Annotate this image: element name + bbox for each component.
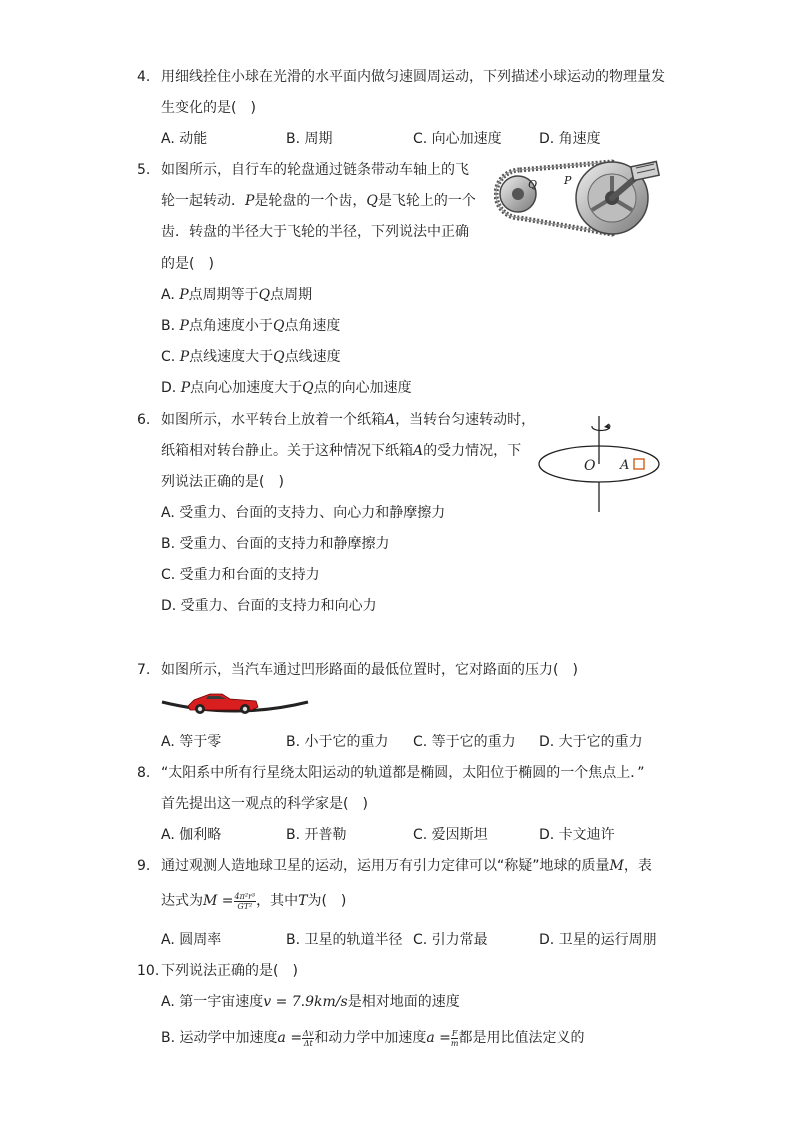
option-d[interactable]: D. 卫星的运行周朋 bbox=[539, 932, 657, 948]
option-b[interactable]: B. 周期 bbox=[286, 131, 333, 147]
option-c[interactable]: C. 受重力和台面的支持力 bbox=[161, 567, 320, 583]
formula-mass: M = bbox=[203, 893, 234, 909]
question-number: 10. bbox=[137, 963, 160, 979]
option-c[interactable]: C. 等于它的重力 bbox=[413, 734, 516, 750]
option-d[interactable]: D. 受重力、台面的支持力和向心力 bbox=[161, 598, 377, 614]
option-c[interactable]: C. 引力常最 bbox=[413, 932, 488, 948]
question-number: 8. bbox=[137, 765, 151, 781]
car-on-concave-road-figure bbox=[160, 688, 310, 718]
option-c[interactable]: C. 爱因斯坦 bbox=[413, 827, 488, 843]
option-b[interactable]: B. 小于它的重力 bbox=[286, 734, 389, 750]
option-b[interactable]: B. 受重力、台面的支持力和静摩擦力 bbox=[161, 536, 390, 552]
question-text: 如图所示，水平转台上放着一个纸箱A，当转台匀速转动时， bbox=[161, 412, 536, 428]
question-text: 生变化的是( ) bbox=[161, 100, 256, 116]
question-text: 列说法正确的是( ) bbox=[161, 474, 284, 490]
label-o: O bbox=[584, 458, 596, 474]
option-b[interactable]: B. 卫星的轨道半径 bbox=[286, 932, 403, 948]
question-text: 用细线拴住小球在光滑的水平面内做匀速圆周运动，下列描述小球运动的物理量发 bbox=[161, 69, 665, 85]
question-text: 达式为M = $\frac{\text{4π²r³}}{\text{GT²}}$ ，其中T为( ) bbox=[161, 891, 347, 911]
option-c[interactable]: C. 向心加速度 bbox=[413, 131, 502, 147]
option-a[interactable]: A. 等于零 bbox=[161, 734, 222, 750]
option-c[interactable]: C. P点线速度大于Q点线速度 bbox=[161, 349, 341, 365]
option-d[interactable]: D. 角速度 bbox=[539, 131, 601, 147]
label-q: Q bbox=[528, 178, 538, 191]
option-b[interactable]: B. 运动学中加速度a = $\frac{\Delta v}{\Delta t}$ 和动力学中加速度a = $\frac{F}{m}$ 都是用比值法定义的 bbox=[161, 1028, 585, 1048]
option-d[interactable]: D. 卡文迪许 bbox=[539, 827, 615, 843]
question-text: 如图所示，自行车的轮盘通过链条带动车轴上的飞 bbox=[161, 162, 469, 178]
question-text: 的是( ) bbox=[161, 256, 214, 272]
option-a[interactable]: A. 圆周率 bbox=[161, 932, 222, 948]
question-text: 通过观测人造地球卫星的运动，运用万有引力定律可以“称疑”地球的质量M，表 bbox=[161, 858, 652, 874]
question-number: 7. bbox=[137, 662, 151, 678]
turntable-figure bbox=[536, 412, 666, 514]
option-d[interactable]: D. 大于它的重力 bbox=[539, 734, 643, 750]
option-b[interactable]: B. P点角速度小于Q点角速度 bbox=[161, 318, 341, 334]
question-text: 首先提出这一观点的科学家是( ) bbox=[161, 796, 368, 812]
option-a[interactable]: A. 动能 bbox=[161, 131, 208, 147]
question-text: 齿．转盘的半径大于飞轮的半径，下列说法中正确 bbox=[161, 224, 469, 240]
question-text: 如图所示，当汽车通过凹形路面的最低位置时，它对路面的压力( ) bbox=[161, 662, 578, 678]
question-text: “太阳系中所有行星绕太阳运动的轨道都是椭圆，太阳位于椭圆的一个焦点上．” bbox=[161, 765, 645, 781]
question-number: 6. bbox=[137, 412, 151, 428]
label-p: P bbox=[564, 174, 572, 187]
box-a bbox=[634, 459, 644, 469]
question-text: 纸箱相对转台静止。关于这种情况下纸箱A的受力情况，下 bbox=[161, 443, 522, 459]
option-a[interactable]: A. P点周期等于Q点周期 bbox=[161, 287, 313, 303]
formula-fraction: $\frac{\text{4π²r³}}{\text{GT²}}$ bbox=[234, 891, 256, 911]
question-number: 5. bbox=[137, 162, 151, 178]
question-text: 轮一起转动．P是轮盘的一个齿，Q是飞轮上的一个 bbox=[161, 193, 476, 209]
bicycle-chainwheel-figure bbox=[494, 158, 664, 238]
option-b[interactable]: B. 开普勒 bbox=[286, 827, 347, 843]
question-number: 4. bbox=[137, 69, 151, 85]
question-text: 下列说法正确的是( ) bbox=[161, 963, 298, 979]
label-a: A bbox=[620, 458, 630, 473]
option-a[interactable]: A. 受重力、台面的支持力、向心力和静摩擦力 bbox=[161, 505, 446, 521]
option-a[interactable]: A. 第一宇宙速度v = 7.9km/s是相对地面的速度 bbox=[161, 994, 460, 1010]
option-d[interactable]: D. P点向心加速度大于Q点的向心加速度 bbox=[161, 380, 412, 396]
question-number: 9. bbox=[137, 858, 151, 874]
option-a[interactable]: A. 伽利略 bbox=[161, 827, 222, 843]
